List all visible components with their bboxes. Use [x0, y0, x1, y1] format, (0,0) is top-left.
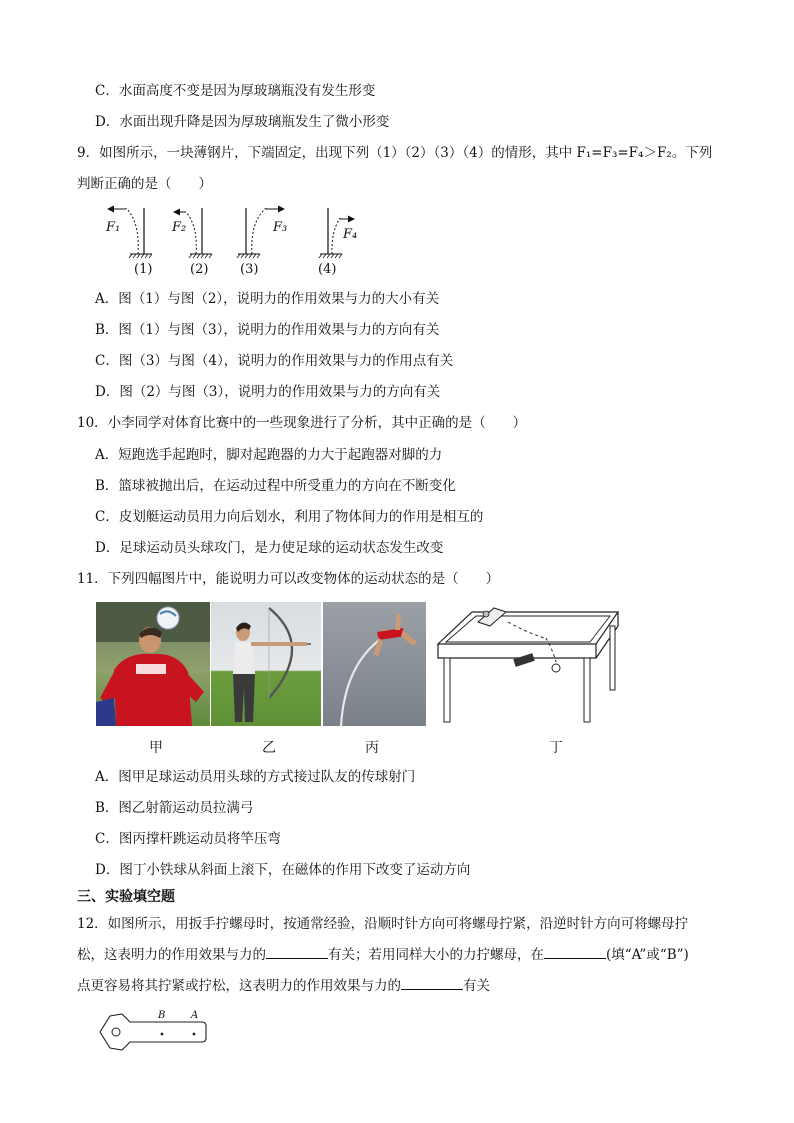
blank-3[interactable] [401, 976, 463, 990]
q10-stem: 10．小李同学对体育比赛中的一些现象进行了分析，其中正确的是（ ） [77, 415, 527, 431]
q8-option-d: D．水面出现升降是因为厚玻璃瓶发生了微小形变 [95, 114, 390, 130]
wrench-label-a: A [191, 1010, 199, 1021]
q11-option-d: D．图丁小铁球从斜面上滚下，在磁体的作用下改变了运动方向 [95, 862, 471, 878]
force-label-f1: F₁ [106, 220, 121, 235]
q8-option-c: C．水面高度不变是因为厚玻璃瓶没有发生形变 [95, 83, 376, 99]
figure-caption-3: (3) [240, 262, 259, 277]
force-label-f3: F₃ [273, 220, 288, 235]
q9-stem: 9．如图所示，一块薄钢片，下端固定，出现下列（1）（2）（3）（4）的情形，其中 F₁=F₃=F₄＞F₂。下列 [77, 145, 713, 161]
caption-ding: 丁 [549, 740, 563, 756]
q10-option-d: D．足球运动员头球攻门，是力使足球的运动状态发生改变 [95, 540, 444, 556]
figure-table-magnet [434, 604, 624, 726]
q12-line-3: 点更容易将其拧紧或拧松，这表明力的作用效果与力的 有关 [77, 978, 490, 994]
q10-option-c: C．皮划艇运动员用力向后划水，利用了物体间力的作用是相互的 [95, 509, 484, 525]
force-label-f2: F₂ [172, 220, 187, 235]
caption-jia: 甲 [149, 740, 163, 756]
figure-caption-4: (4) [318, 262, 337, 277]
wrench-label-b: B [158, 1010, 166, 1021]
q11-stem: 11．下列四幅图片中，能说明力可以改变物体的运动状态的是（ ） [77, 571, 500, 587]
caption-yi: 乙 [262, 740, 276, 756]
photo-archer [211, 602, 321, 726]
q9-option-a: A．图（1）与图（2），说明力的作用效果与力的大小有关 [95, 291, 440, 307]
q10-option-b: B．篮球被抛出后，在运动过程中所受重力的方向在不断变化 [95, 478, 456, 494]
q11-option-c: C．图丙撑杆跳运动员将竿压弯 [95, 831, 281, 847]
q9-stem-cont: 判断正确的是（ ） [77, 176, 212, 192]
section-title: 三、实验填空题 [77, 889, 175, 905]
photo-soccer-header [96, 602, 210, 726]
figure-caption-2: (2) [190, 262, 209, 277]
q11-option-b: B．图乙射箭运动员拉满弓 [95, 800, 254, 816]
q9-option-b: B．图（1）与图（3），说明力的作用效果与力的方向有关 [95, 322, 440, 338]
force-label-f4: F₄ [343, 227, 358, 242]
blank-2[interactable] [544, 945, 606, 959]
q11-option-a: A．图甲足球运动员用头球的方式接过队友的传球射门 [95, 769, 416, 785]
q12-line-2: 松，这表明力的作用效果与力的 有关；若用同样大小的力拧螺母，在 (填“A”或“B”) [77, 947, 689, 963]
photo-pole-vault [323, 602, 426, 726]
figure-caption-1: (1) [134, 262, 153, 277]
q9-option-c: C．图（3）与图（4），说明力的作用效果与力的作用点有关 [95, 353, 454, 369]
caption-bing: 丙 [365, 740, 379, 756]
q10-option-a: A．短跑选手起跑时，脚对起跑器的力大于起跑器对脚的力 [95, 447, 443, 463]
blank-1[interactable] [266, 945, 328, 959]
q12-line-1: 12．如图所示，用扳手拧螺母时，按通常经验，沿顺时针方向可将螺母拧紧，沿逆时针方向可将螺母拧 [77, 916, 689, 932]
q9-option-d: D．图（2）与图（3），说明力的作用效果与力的方向有关 [95, 384, 441, 400]
